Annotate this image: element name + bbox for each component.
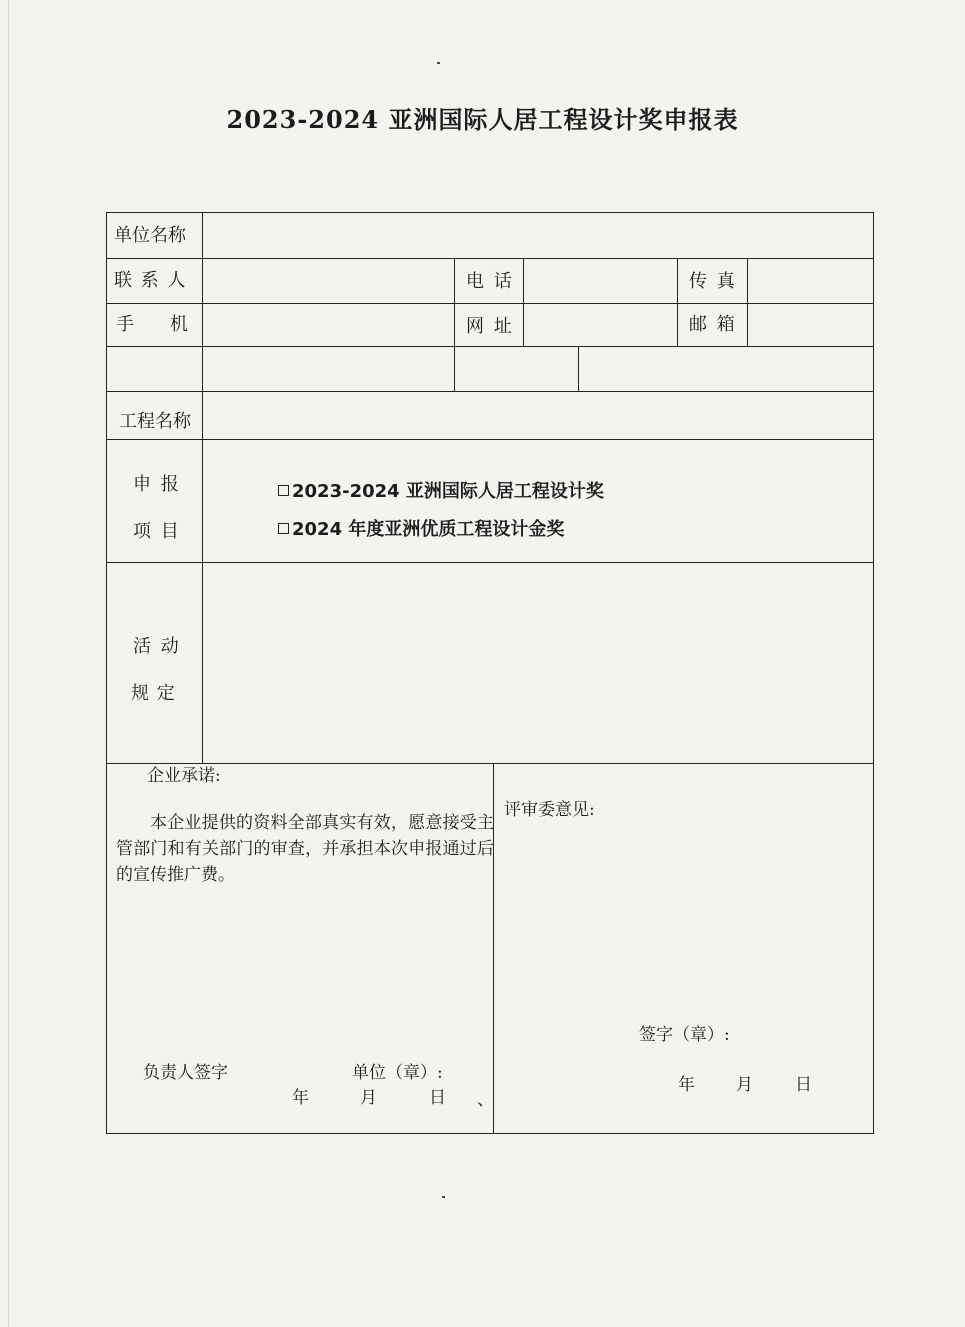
option-label: 2023-2024 亚洲国际人居工程设计奖 — [292, 481, 604, 502]
column-divider — [578, 346, 579, 391]
label-rules-line2: 规 定 — [131, 683, 175, 704]
label-unit-name: 单位名称 — [114, 225, 186, 246]
review-year: 年 — [678, 1075, 695, 1095]
form-title: 2023-2024 亚洲国际人居工程设计奖申报表 — [226, 105, 739, 134]
pledge-year: 年 — [292, 1088, 309, 1108]
label-phone: 电 话 — [466, 271, 512, 292]
row-divider — [106, 346, 874, 347]
pledge-signer-label: 负责人签字 — [143, 1063, 228, 1083]
label-apply-line1: 申 报 — [133, 474, 179, 495]
row-divider — [106, 763, 874, 764]
review-month: 月 — [736, 1075, 753, 1095]
review-signature-label: 签字（章）: — [639, 1025, 730, 1045]
scan-speck — [442, 1196, 445, 1198]
checkbox-icon[interactable] — [278, 485, 289, 496]
pledge-text: 本企业提供的资料全部真实有效，愿意接受主管部门和有关部门的审查，并承担本次申报通过后的宣传推广费。 — [116, 813, 494, 885]
website-input[interactable] — [525, 305, 676, 345]
mobile-input[interactable] — [204, 305, 453, 345]
column-divider — [677, 258, 678, 346]
project-name-input[interactable] — [204, 393, 872, 438]
page-edge — [8, 0, 9, 1327]
option-gold-award[interactable] — [278, 515, 564, 541]
pledge-day: 日 — [429, 1088, 446, 1108]
label-apply-line2: 项 目 — [133, 521, 179, 542]
label-rules-line1: 活 动 — [133, 636, 179, 657]
pledge-unit-seal-label: 单位（章）: — [352, 1063, 443, 1083]
column-divider — [454, 258, 455, 391]
checkbox-icon[interactable] — [278, 523, 289, 534]
label-contact: 联 系 人 — [114, 270, 186, 291]
pledge-heading: 企业承诺: — [147, 766, 221, 786]
scan-speck — [437, 62, 440, 64]
label-fax: 传 真 — [689, 271, 735, 292]
contact-input[interactable] — [204, 260, 453, 302]
label-mobile: 手 机 — [116, 314, 188, 335]
email-input[interactable] — [749, 305, 872, 345]
option-asia-habitat-award[interactable] — [278, 477, 604, 503]
pledge-month: 月 — [360, 1088, 377, 1108]
option-label: 2024 年度亚洲优质工程设计金奖 — [292, 519, 565, 540]
review-heading: 评审委意见: — [504, 800, 595, 820]
unit-name-input[interactable] — [204, 214, 872, 257]
label-project-name: 工程名称 — [119, 411, 191, 432]
rules-content-area — [204, 564, 872, 762]
row-divider — [106, 439, 874, 440]
phone-input[interactable] — [525, 260, 676, 302]
pledge-tick-mark: 、 — [477, 1090, 494, 1110]
review-day: 日 — [795, 1075, 812, 1095]
label-website: 网 址 — [466, 316, 512, 337]
label-email: 邮 箱 — [689, 314, 735, 335]
fax-input[interactable] — [749, 260, 872, 302]
